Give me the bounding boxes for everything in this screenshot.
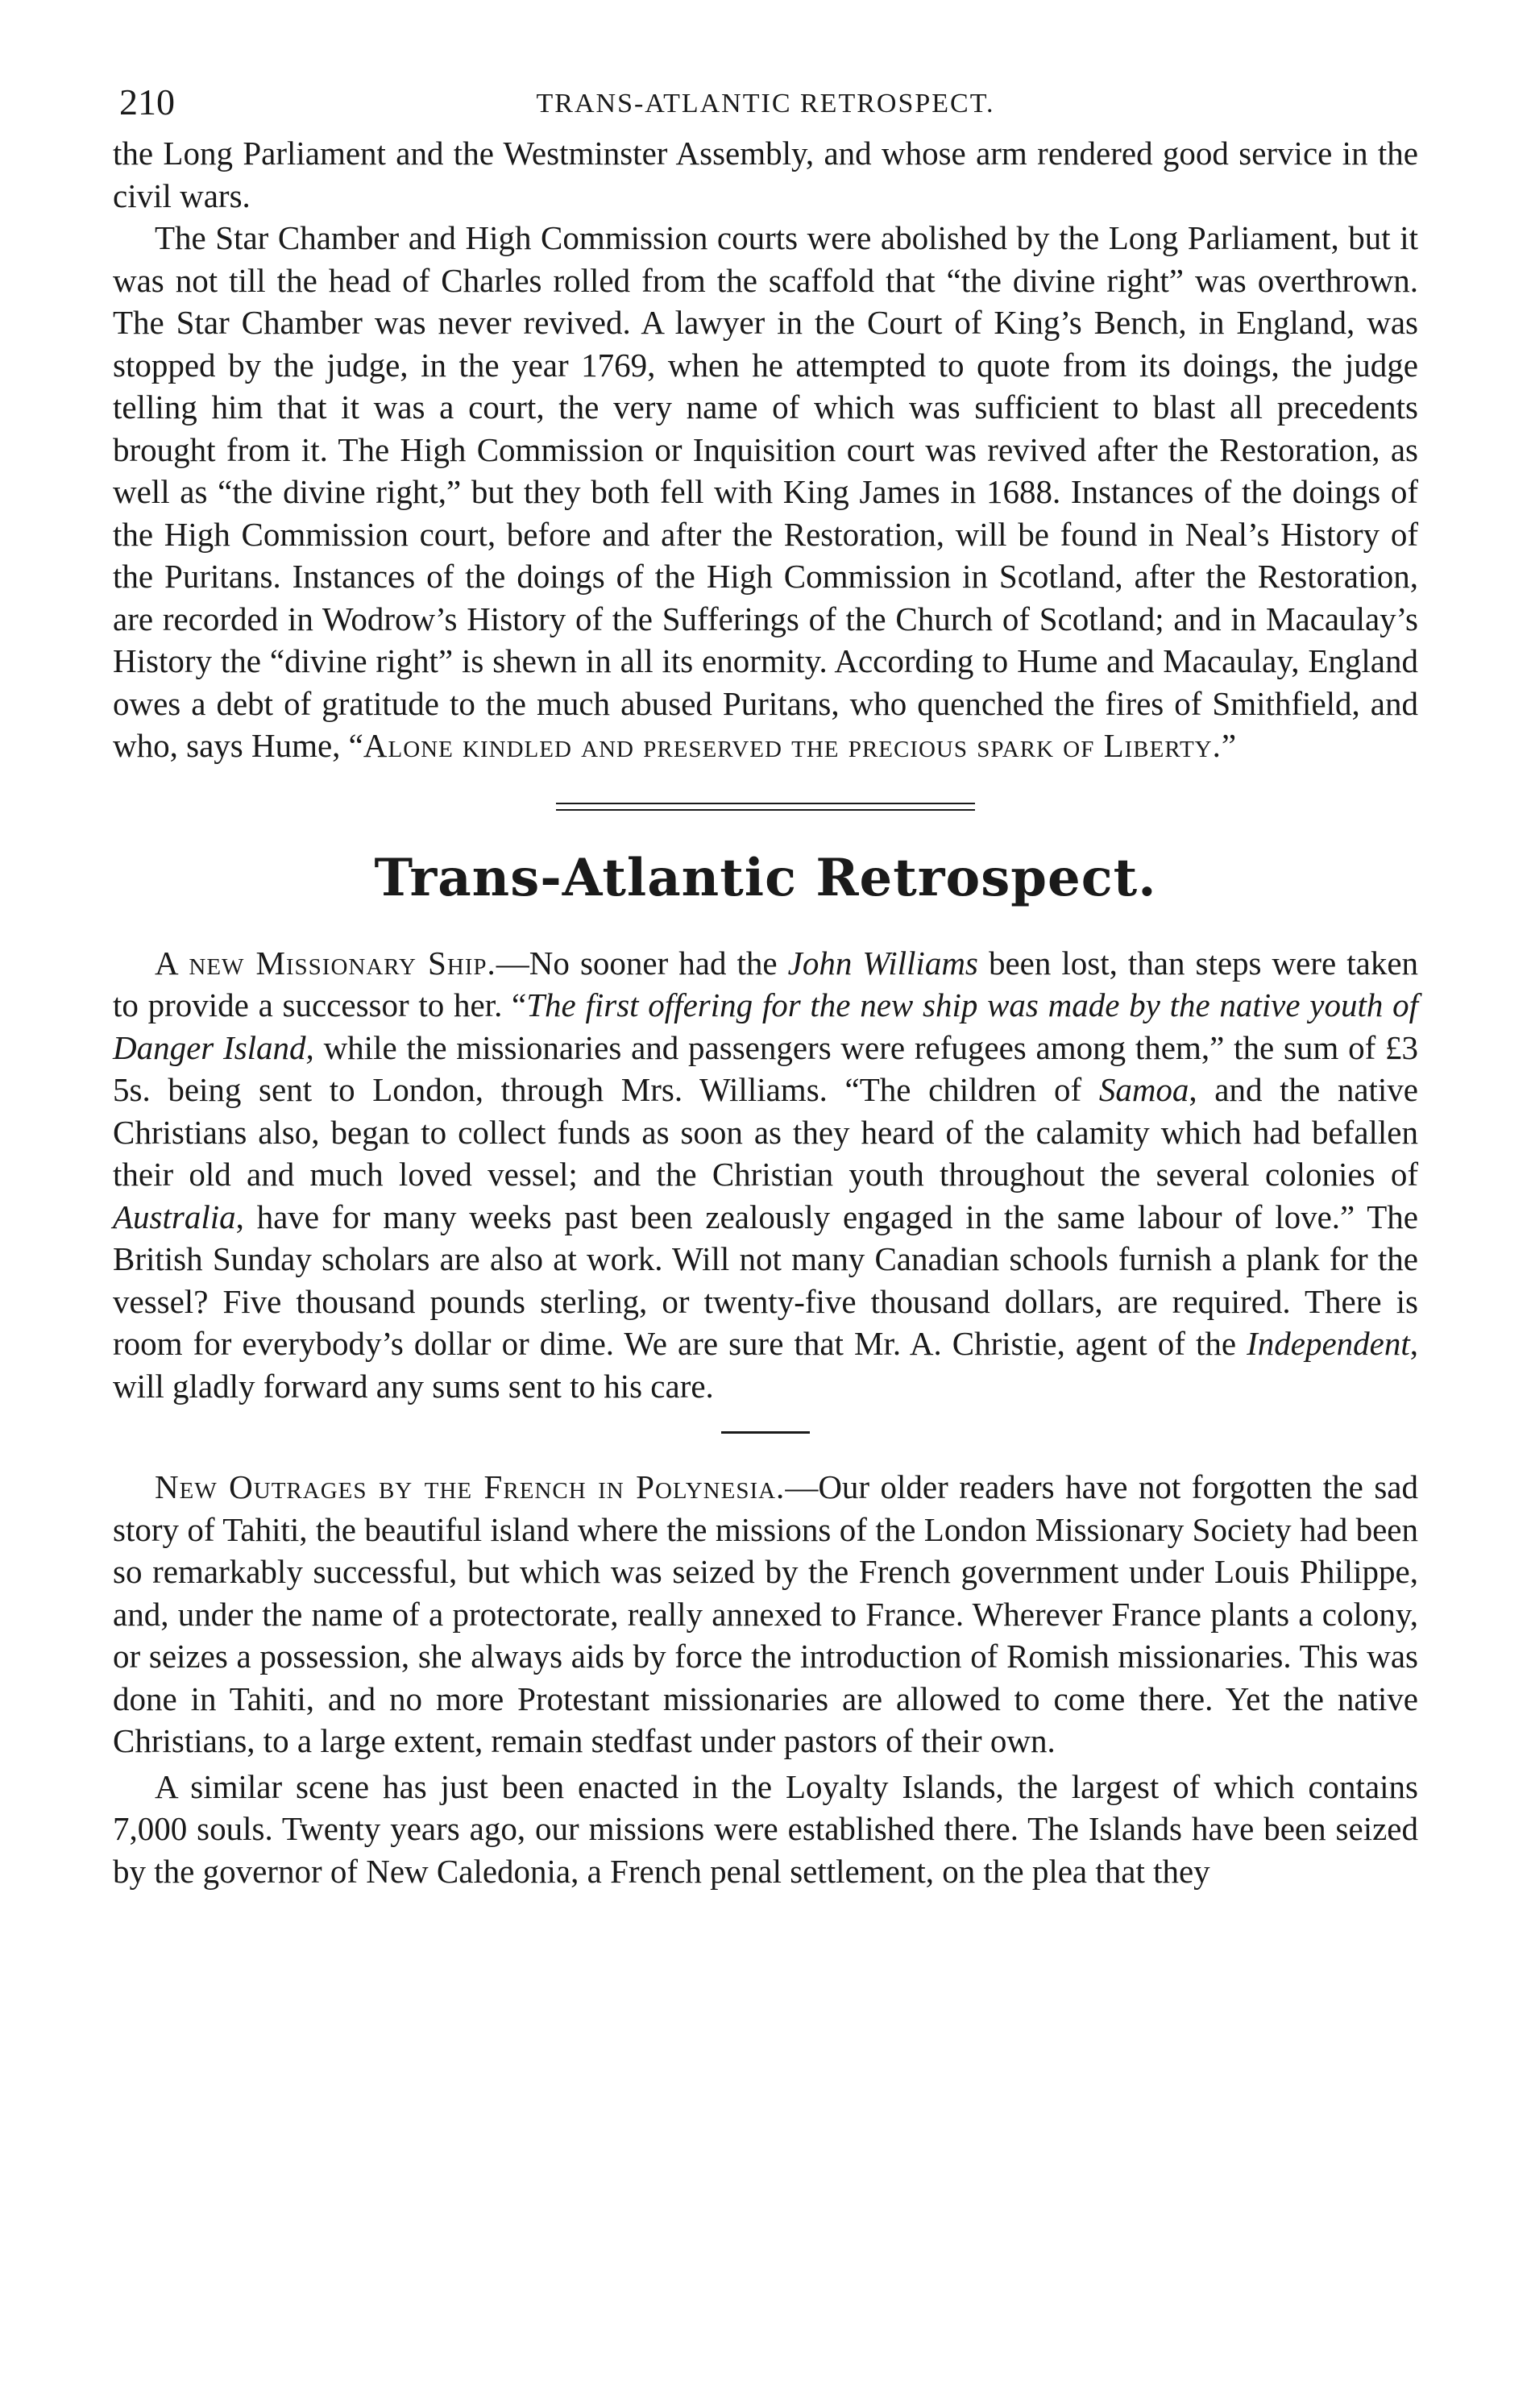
article1-s7: , and the native Christians also, began to collect funds as soon as they heard of the calamity which had befallen their old and much loved vessel; and the Christian youth throughout the several colonies of (113, 1071, 1418, 1193)
article2-heading: New Outrages by the French in Polynesia. (155, 1468, 786, 1505)
running-head (113, 81, 1418, 132)
article-missionary-ship (113, 942, 1418, 1408)
page (113, 81, 1418, 1892)
article1-s3: been lost, than steps were taken to provide a successor to her. “ (113, 944, 1419, 1023)
article1-samoa: Samoa (1098, 1071, 1189, 1108)
article1-s1: —No sooner had the (496, 944, 788, 982)
intro-paragraph-star-chamber (113, 217, 1418, 767)
intro-p2-text: The Star Chamber and High Commission courts were abolished by the Long Parliament, but it was not till the head of Charles rolled from the scaffold that “the divine right” was overthrown. The Star Chamber was never revived. A lawyer in the Court of King’s Bench, in England, was stopped by the judge, in the year 1769, when he attempted to quote from its doings, the judge telling him that it was a court, the very name of which was sufficient to blast all precedents brought from it. The High Commission or Inquisition court was revived after the Restoration, as well as “the divine right,” but they both fell with King James in 1688. Instances of the doings of the High Commission court, before and after the Restoration, will be found in Neal’s History of the Puritans. Instances of the doings of the High Commission in Scotland, after the Restoration, are recorded in Wodrow’s History of the Sufferings of the Church of Scotland; and in Macaulay’s History the “divine right” is shewn in all its enormity. According to Hume and Macaulay, England owes a debt of gratitude to the much abused Puritans, who quenched the fires of Smithfield, and who, says Hume, “ (113, 219, 1418, 764)
article1-quote-italic: The first offering for the new ship was made by the native youth of Danger Island, (113, 986, 1419, 1066)
article2-p1-text: —Our older readers have not forgotten the sad story of Tahiti, the beautiful island where the missions of the London Missionary Society had been so remarkably successful, but which was seized by the French government under Louis Philippe, and, under the name of a protectorate, really annexed to France. Wherever France plants a colony, or seizes a possession, she always aids by force the introduction of Romish missionaries. This was done in Tahiti, and no more Protestant missionaries are allowed to come there. Yet the native Christians, to a large extent, remain stedfast under pastors of their own. (113, 1468, 1419, 1759)
article-loyalty-islands (113, 1766, 1418, 1893)
article-divider (721, 1431, 810, 1434)
article2-p2-text: A similar scene has just been enacted in the Loyalty Islands, the largest of which contains 7,000 souls. Twenty years ago, our missions were established there. The Islands have been seized by the governor of New Caledonia, a French penal settlement, on the plea that they (113, 1767, 1418, 1890)
page-number: 210 (119, 81, 175, 122)
article1-s9: , have for many weeks past been zealously engaged in the same labour of love.” The British Sunday scholars are also at work. Will not many Canadian schools furnish a plank for the vessel? Five thousand pounds sterling, or twenty-five thousand dollars, are required. There is room for everybody’s dollar or dime. We are sure that Mr. A. Christie, agent of the (113, 1198, 1418, 1362)
article-french-outrages (113, 1466, 1418, 1762)
intro-paragraph-continued (113, 132, 1418, 217)
intro-p1-text: the Long Parliament and the Westminster Assembly, and whose arm rendered good service in the civil wars. (113, 135, 1418, 214)
article1-heading: A new Missionary Ship. (155, 944, 496, 982)
running-title: TRANS-ATLANTIC RETROSPECT. (536, 89, 995, 118)
intro-p2-end: ” (1221, 727, 1237, 764)
section-divider (556, 803, 975, 811)
intro-p2-caps-quote: Alone kindled and preserved the precious spark of Liberty. (363, 727, 1222, 764)
article1-australia: Australia (113, 1198, 236, 1235)
article1-independent: Independent (1247, 1325, 1410, 1362)
article1-s5: while the missionaries and passengers were refugees among them,” the sum of £3 5s. being sent to London, through Mrs. Williams. “The children of (113, 1028, 1418, 1108)
article1-ship-name: John Williams (787, 944, 978, 982)
section-title: Trans-Atlantic Retrospect. (374, 847, 1157, 908)
article1-s11: , will gladly forward any sums sent to his care. (113, 1325, 1418, 1405)
